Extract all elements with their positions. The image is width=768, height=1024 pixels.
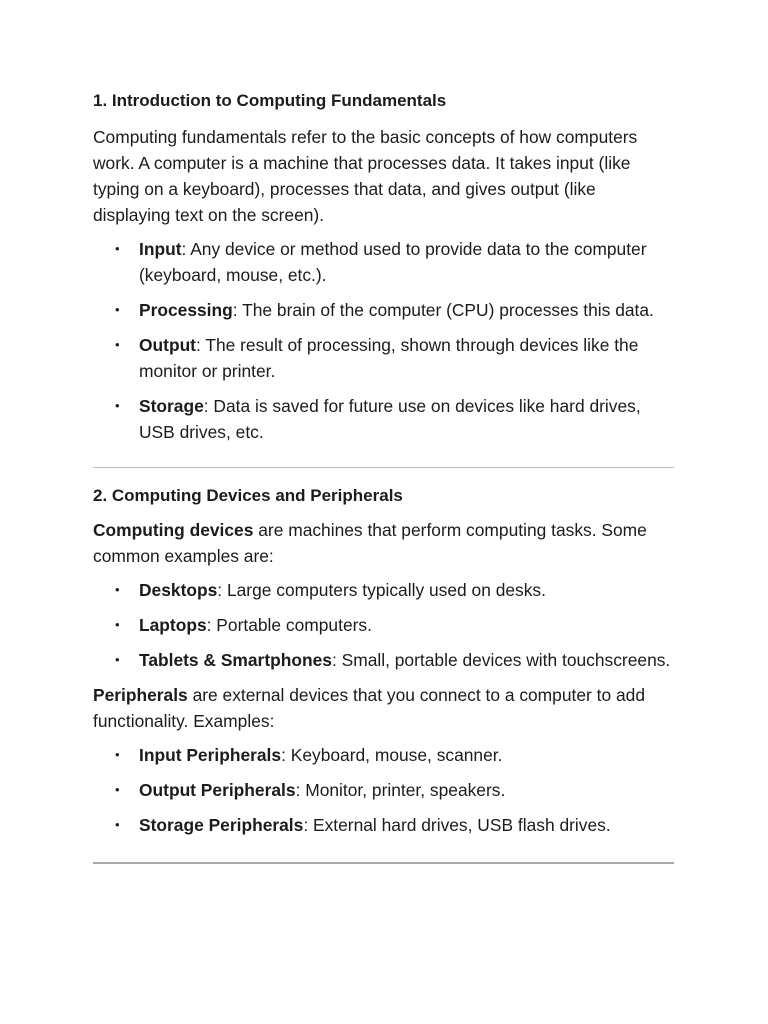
bullet-icon: • [115,582,120,597]
list-item-term: Input Peripherals [139,745,282,765]
list-item-output [93,332,674,384]
list-item-term: Output Peripherals [139,780,296,800]
bullet-icon: • [115,652,120,667]
list-item-desc: : Keyboard, mouse, scanner. [281,745,503,765]
bullet-icon: • [115,747,120,762]
list-item-desc: : Small, portable devices with touchscreens. [331,650,671,670]
list-item-desc: : Portable computers. [206,615,372,635]
list-item-desc: : External hard drives, USB flash drives. [303,815,611,835]
bullet-icon: • [115,302,120,317]
list-item-term: Laptops [139,615,207,635]
devices-intro: are machines that perform computing tasks. Some common examples are: [93,520,647,566]
peripherals-list [93,742,674,838]
list-item-input [93,236,674,288]
bullet-icon: • [115,817,120,832]
bullet-icon: • [115,241,120,256]
list-item-term: Tablets & Smartphones [139,650,332,670]
bullet-icon: • [115,398,120,413]
section-heading-devices-peripherals: 2. Computing Devices and Peripherals [93,486,403,505]
list-item-term: Storage [139,396,204,416]
list-item-desc: : The result of processing, shown through devices like the monitor or printer. [139,335,639,381]
intro-paragraph: Computing fundamentals refer to the basic concepts of how computers work. A computer is a machine that processes data. It takes input (like typing on a keyboard), processes that data, and gives output (like displaying text on the screen). [93,127,638,225]
list-item-term: Processing [139,300,233,320]
list-item-input-peripherals [93,742,674,768]
list-item-desc: : Monitor, printer, speakers. [295,780,506,800]
peripherals-intro: are external devices that you connect to a computer to add functionality. Examples: [93,685,645,731]
list-item-output-peripherals [93,777,674,803]
list-item-tablets-smartphones [93,647,674,673]
fundamentals-list [93,236,674,445]
peripherals-term: Peripherals [93,685,188,705]
peripherals-paragraph [93,682,674,734]
list-item-term: Input [139,239,182,259]
list-item-term: Output [139,335,196,355]
list-item-term: Storage Peripherals [139,815,304,835]
devices-paragraph [93,517,674,569]
list-item-desc: : Data is saved for future use on devices like hard drives, USB drives, etc. [139,396,641,442]
bullet-icon: • [115,337,120,352]
bullet-icon: • [115,782,120,797]
bullet-icon: • [115,617,120,632]
list-item-desc: : Large computers typically used on desks. [217,580,546,600]
list-item-desc: : Any device or method used to provide data to the computer (keyboard, mouse, etc.). [139,239,647,285]
list-item-term: Desktops [139,580,218,600]
section-divider [93,862,674,864]
list-item-processing [93,297,674,323]
list-item-desc: : The brain of the computer (CPU) processes this data. [232,300,654,320]
section-divider [93,467,674,468]
list-item-storage-peripherals [93,812,674,838]
section-heading-computing-fundamentals: 1. Introduction to Computing Fundamentals [93,91,447,110]
list-item-storage [93,393,674,445]
list-item-desktops [93,577,674,603]
devices-list [93,577,674,673]
devices-term: Computing devices [93,520,254,540]
list-item-laptops [93,612,674,638]
